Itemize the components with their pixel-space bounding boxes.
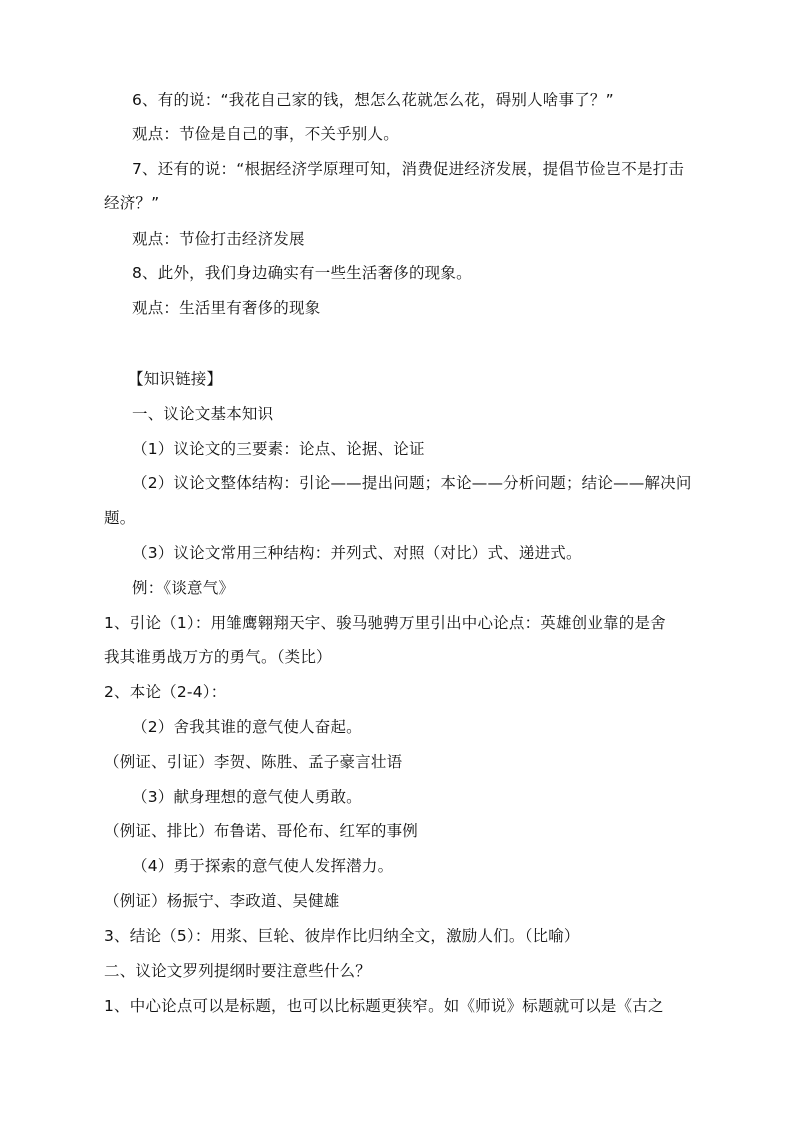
text-line: （2）议论文整体结构：引论——提出问题；本论——分析问题；结论——解决问 bbox=[132, 474, 692, 492]
text-line: （例证、排比）布鲁诺、哥伦布、红军的事例 bbox=[104, 822, 419, 840]
text-line: （例证）杨振宁、李政道、吴健雄 bbox=[104, 892, 340, 910]
text-line: 我其谁勇战万方的勇气。（类比） bbox=[104, 648, 332, 666]
section-heading: 二、议论文罗列提纲时要注意些什么？ bbox=[104, 962, 371, 980]
text-line: 观点：节俭是自己的事，不关乎别人。 bbox=[132, 125, 399, 143]
text-line: 2、本论（2-4）： bbox=[104, 683, 227, 701]
text-line: （3）献身理想的意气使人勇敢。 bbox=[132, 788, 362, 806]
text-line: 3、结论（5）：用浆、巨轮、彼岸作比归纳全文，激励人们。（比喻） bbox=[104, 927, 580, 945]
text-line: （1）议论文的三要素：论点、论据、论证 bbox=[132, 440, 425, 458]
text-line: 观点：节俭打击经济发展 bbox=[132, 230, 305, 248]
text-line: 8、此外，我们身边确实有一些生活奢侈的现象。 bbox=[132, 264, 472, 282]
text-line: 6、有的说：“我花自己家的钱，想怎么花就怎么花，碍别人啥事了？” bbox=[132, 91, 614, 109]
text-line: （4）勇于探索的意气使人发挥潜力。 bbox=[132, 857, 394, 875]
text-line: 例：《谈意气》 bbox=[132, 579, 235, 597]
text-line: 经济？” bbox=[104, 194, 160, 212]
text-line: （2）舍我其谁的意气使人奋起。 bbox=[132, 718, 362, 736]
text-line: 7、还有的说：“根据经济学原理可知，消费促进经济发展，提倡节俭岂不是打击 bbox=[132, 160, 685, 178]
section-heading: 【知识链接】 bbox=[128, 370, 223, 388]
text-line: 题。 bbox=[104, 509, 136, 527]
text-line: 1、中心论点可以是标题，也可以比标题更狭窄。如《师说》标题就可以是《古之 bbox=[104, 997, 664, 1015]
text-line: （例证、引证）李贺、陈胜、孟子豪言壮语 bbox=[104, 753, 403, 771]
text-line: （3）议论文常用三种结构：并列式、对照（对比）式、递进式。 bbox=[132, 544, 582, 562]
text-line: 1、引论（1）：用雏鹰翱翔天宇、骏马驰骋万里引出中心论点：英雄创业靠的是舍 bbox=[104, 614, 666, 632]
section-heading: 一、议论文基本知识 bbox=[132, 405, 274, 423]
text-line: 观点：生活里有奢侈的现象 bbox=[132, 299, 321, 317]
